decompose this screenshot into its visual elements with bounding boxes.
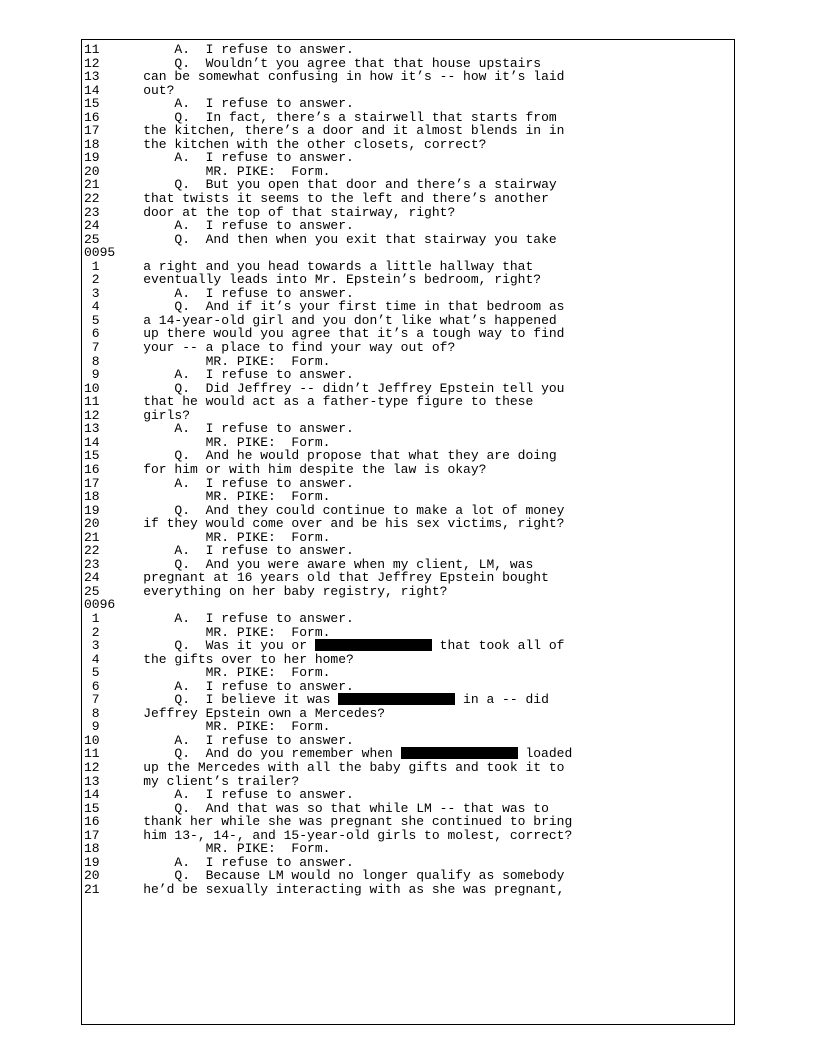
transcript-line xyxy=(84,585,732,599)
transcript-line xyxy=(84,829,732,843)
transcript-line xyxy=(84,111,732,125)
line-number: 25 xyxy=(84,583,100,599)
line-number: 13 xyxy=(84,421,100,437)
transcript-line xyxy=(84,192,732,206)
transcript-line xyxy=(84,734,732,748)
line-text: MR. PIKE: Form. xyxy=(112,353,331,369)
transcript-line xyxy=(84,233,732,247)
line-text: MR. PIKE: Form. xyxy=(112,665,331,681)
line-text: the kitchen, there’s a door and it almost blends in in xyxy=(112,123,565,139)
redaction-bar xyxy=(315,639,432,651)
line-number: 3 xyxy=(84,285,100,301)
line-text: A. I refuse to answer. xyxy=(112,367,354,383)
line-number: 19 xyxy=(84,854,100,870)
line-text: Q. I believe it was xyxy=(112,692,339,708)
line-text: A. I refuse to answer. xyxy=(112,787,354,803)
line-number: 15 xyxy=(84,800,100,816)
transcript-line xyxy=(84,477,732,491)
line-number: 4 xyxy=(84,299,100,315)
transcript-line xyxy=(84,368,732,382)
line-number: 13 xyxy=(84,773,100,789)
line-text: the kitchen with the other closets, correct? xyxy=(112,136,487,152)
line-text: Q. And he would propose that what they are doing xyxy=(112,448,557,464)
transcript-line xyxy=(84,436,732,450)
transcript-line xyxy=(84,842,732,856)
line-text: a right and you head towards a little hallway that xyxy=(112,258,534,274)
transcript-line xyxy=(84,463,732,477)
line-text: MR. PIKE: Form. xyxy=(112,624,331,640)
transcript-line xyxy=(84,70,732,84)
transcript-line xyxy=(84,314,732,328)
line-text: Q. And they could continue to make a lot of money xyxy=(112,502,565,518)
line-number: 25 xyxy=(84,231,100,247)
line-text: for him or with him despite the law is okay? xyxy=(112,461,487,477)
line-text: can be somewhat confusing in how it’s -- how it’s laid xyxy=(112,69,565,85)
line-number: 19 xyxy=(84,502,100,518)
transcript-line xyxy=(84,382,732,396)
line-number: 7 xyxy=(84,692,100,708)
transcript-line xyxy=(84,883,732,897)
line-number: 4 xyxy=(84,651,100,667)
line-text: Q. Wouldn’t you agree that that house upstairs xyxy=(112,55,542,71)
transcript-line xyxy=(84,178,732,192)
line-number: 20 xyxy=(84,516,100,532)
line-text-after-redaction: in a -- did xyxy=(455,692,549,708)
transcript-line xyxy=(84,612,732,626)
transcript-line xyxy=(84,707,732,721)
line-text: A. I refuse to answer. xyxy=(112,610,354,626)
line-number: 5 xyxy=(84,312,100,328)
line-number: 11 xyxy=(84,394,100,410)
line-number: 1 xyxy=(84,610,100,626)
line-number: 17 xyxy=(84,123,100,139)
transcript-line xyxy=(84,517,732,531)
transcript-line xyxy=(84,97,732,111)
line-number: 12 xyxy=(84,407,100,423)
line-text: Q. But you open that door and there’s a stairway xyxy=(112,177,557,193)
line-text: that twists it seems to the left and there’s another xyxy=(112,191,549,207)
line-number: 1 xyxy=(84,258,100,274)
transcript-line xyxy=(84,273,732,287)
line-text: A. I refuse to answer. xyxy=(112,475,354,491)
transcript-line xyxy=(84,504,732,518)
transcript-line xyxy=(84,287,732,301)
transcript-line xyxy=(84,355,732,369)
line-number: 16 xyxy=(84,461,100,477)
line-text: A. I refuse to answer. xyxy=(112,543,354,559)
transcript-line xyxy=(84,219,732,233)
line-text: Q. And that was so that while LM -- that was to xyxy=(112,800,549,816)
transcript-body xyxy=(84,43,732,896)
line-text: that he would act as a father-type figure to these xyxy=(112,394,534,410)
line-text: MR. PIKE: Form. xyxy=(112,163,331,179)
line-text: A. I refuse to answer. xyxy=(112,150,354,166)
transcript-line xyxy=(84,693,732,707)
line-number: 8 xyxy=(84,705,100,721)
transcript-line xyxy=(84,165,732,179)
line-text: out? xyxy=(112,82,175,98)
line-number: 9 xyxy=(84,367,100,383)
line-number: 21 xyxy=(84,881,100,897)
line-text: A. I refuse to answer. xyxy=(112,732,354,748)
line-text: A. I refuse to answer. xyxy=(112,854,354,870)
line-number: 18 xyxy=(84,489,100,505)
line-number: 8 xyxy=(84,353,100,369)
line-number: 6 xyxy=(84,678,100,694)
page-number: 0096 xyxy=(84,597,116,613)
line-number: 13 xyxy=(84,69,100,85)
line-number: 7 xyxy=(84,340,100,356)
line-number: 15 xyxy=(84,96,100,112)
line-number: 10 xyxy=(84,380,100,396)
line-text: everything on her baby registry, right? xyxy=(112,583,448,599)
transcript-line xyxy=(84,138,732,152)
transcript-line xyxy=(84,626,732,640)
line-number: 9 xyxy=(84,719,100,735)
transcript-line xyxy=(84,653,732,667)
transcript-line xyxy=(84,531,732,545)
transcript-line xyxy=(84,761,732,775)
transcript-line xyxy=(84,544,732,558)
line-text: up there would you agree that it’s a tough way to find xyxy=(112,326,565,342)
line-text: girls? xyxy=(112,407,191,423)
transcript-line xyxy=(84,639,732,653)
line-text: door at the top of that stairway, right? xyxy=(112,204,456,220)
line-number: 11 xyxy=(84,746,100,762)
line-number: 24 xyxy=(84,218,100,234)
line-text: A. I refuse to answer. xyxy=(112,42,354,57)
transcript-line xyxy=(84,422,732,436)
line-number: 21 xyxy=(84,529,100,545)
transcript-line xyxy=(84,680,732,694)
redaction-bar xyxy=(401,747,518,759)
line-text: he’d be sexually interacting with as she was pregnant, xyxy=(112,881,565,897)
line-number: 22 xyxy=(84,191,100,207)
line-text: Q. And you were aware when my client, LM, was xyxy=(112,556,534,572)
line-number: 16 xyxy=(84,814,100,830)
transcript-line xyxy=(84,260,732,274)
line-number: 14 xyxy=(84,434,100,450)
transcript-line xyxy=(84,206,732,220)
line-text: Q. And then when you exit that stairway you take xyxy=(112,231,557,247)
transcript-line xyxy=(84,666,732,680)
transcript-line xyxy=(84,300,732,314)
line-number: 20 xyxy=(84,163,100,179)
line-text: Q. Did Jeffrey -- didn’t Jeffrey Epstein tell you xyxy=(112,380,565,396)
transcript-line xyxy=(84,490,732,504)
line-text: Q. Because LM would no longer qualify as somebody xyxy=(112,868,565,884)
line-number: 23 xyxy=(84,556,100,572)
transcript-line xyxy=(84,84,732,98)
line-text: Q. In fact, there’s a stairwell that starts from xyxy=(112,109,557,125)
transcript-line xyxy=(84,869,732,883)
page-number-line xyxy=(84,246,732,260)
transcript-line xyxy=(84,815,732,829)
line-text: eventually leads into Mr. Epstein’s bedroom, right? xyxy=(112,272,542,288)
transcript-line xyxy=(84,558,732,572)
line-number: 17 xyxy=(84,827,100,843)
line-text: A. I refuse to answer. xyxy=(112,96,354,112)
line-number: 19 xyxy=(84,150,100,166)
line-number: 16 xyxy=(84,109,100,125)
line-text: Jeffrey Epstein own a Mercedes? xyxy=(112,705,386,721)
line-number: 2 xyxy=(84,272,100,288)
line-text: if they would come over and be his sex victims, right? xyxy=(112,516,565,532)
line-number: 3 xyxy=(84,638,100,654)
line-number: 20 xyxy=(84,868,100,884)
line-text: A. I refuse to answer. xyxy=(112,421,354,437)
line-number: 5 xyxy=(84,665,100,681)
line-text: thank her while she was pregnant she continued to bring xyxy=(112,814,573,830)
transcript-line xyxy=(84,43,732,57)
line-number: 24 xyxy=(84,570,100,586)
line-text: MR. PIKE: Form. xyxy=(112,841,331,857)
line-text: Q. And do you remember when xyxy=(112,746,401,762)
transcript-line xyxy=(84,788,732,802)
transcript-line xyxy=(84,720,732,734)
line-text: my client’s trailer? xyxy=(112,773,300,789)
transcript-line xyxy=(84,57,732,71)
line-number: 6 xyxy=(84,326,100,342)
line-text: Q. And if it’s your first time in that bedroom as xyxy=(112,299,565,315)
line-number: 23 xyxy=(84,204,100,220)
redaction-bar xyxy=(338,693,455,705)
line-number: 12 xyxy=(84,55,100,71)
line-number: 14 xyxy=(84,787,100,803)
line-number: 18 xyxy=(84,841,100,857)
line-number: 14 xyxy=(84,82,100,98)
line-number: 17 xyxy=(84,475,100,491)
line-number: 21 xyxy=(84,177,100,193)
transcript-line xyxy=(84,571,732,585)
line-number: 10 xyxy=(84,732,100,748)
page-number: 0095 xyxy=(84,245,116,261)
line-number: 2 xyxy=(84,624,100,640)
line-text: MR. PIKE: Form. xyxy=(112,489,331,505)
transcript-line xyxy=(84,802,732,816)
line-number: 18 xyxy=(84,136,100,152)
transcript-line xyxy=(84,409,732,423)
line-text: A. I refuse to answer. xyxy=(112,678,354,694)
line-text: the gifts over to her home? xyxy=(112,651,354,667)
line-text-after-redaction: loaded xyxy=(517,746,573,762)
line-text: A. I refuse to answer. xyxy=(112,285,354,301)
line-text: up the Mercedes with all the baby gifts and took it to xyxy=(112,759,565,775)
line-text: him 13-, 14-, and 15-year-old girls to molest, correct? xyxy=(112,827,573,843)
line-text: A. I refuse to answer. xyxy=(112,218,354,234)
line-text-after-redaction: that took all of xyxy=(431,638,565,654)
line-number: 12 xyxy=(84,759,100,775)
line-text: MR. PIKE: Form. xyxy=(112,719,331,735)
transcript-line xyxy=(84,395,732,409)
transcript-line xyxy=(84,856,732,870)
line-text: your -- a place to find your way out of? xyxy=(112,340,456,356)
line-text: Q. Was it you or xyxy=(112,638,315,654)
line-number: 15 xyxy=(84,448,100,464)
line-text: a 14-year-old girl and you don’t like what’s happened xyxy=(112,312,557,328)
transcript-line xyxy=(84,151,732,165)
transcript-line xyxy=(84,775,732,789)
line-number: 22 xyxy=(84,543,100,559)
transcript-line xyxy=(84,124,732,138)
transcript-line xyxy=(84,341,732,355)
line-text: MR. PIKE: Form. xyxy=(112,529,331,545)
page-number-line xyxy=(84,598,732,612)
transcript-line xyxy=(84,747,732,761)
line-text: MR. PIKE: Form. xyxy=(112,434,331,450)
transcript-line xyxy=(84,449,732,463)
transcript-line xyxy=(84,327,732,341)
line-number: 11 xyxy=(84,42,100,57)
line-text: pregnant at 16 years old that Jeffrey Epstein bought xyxy=(112,570,549,586)
